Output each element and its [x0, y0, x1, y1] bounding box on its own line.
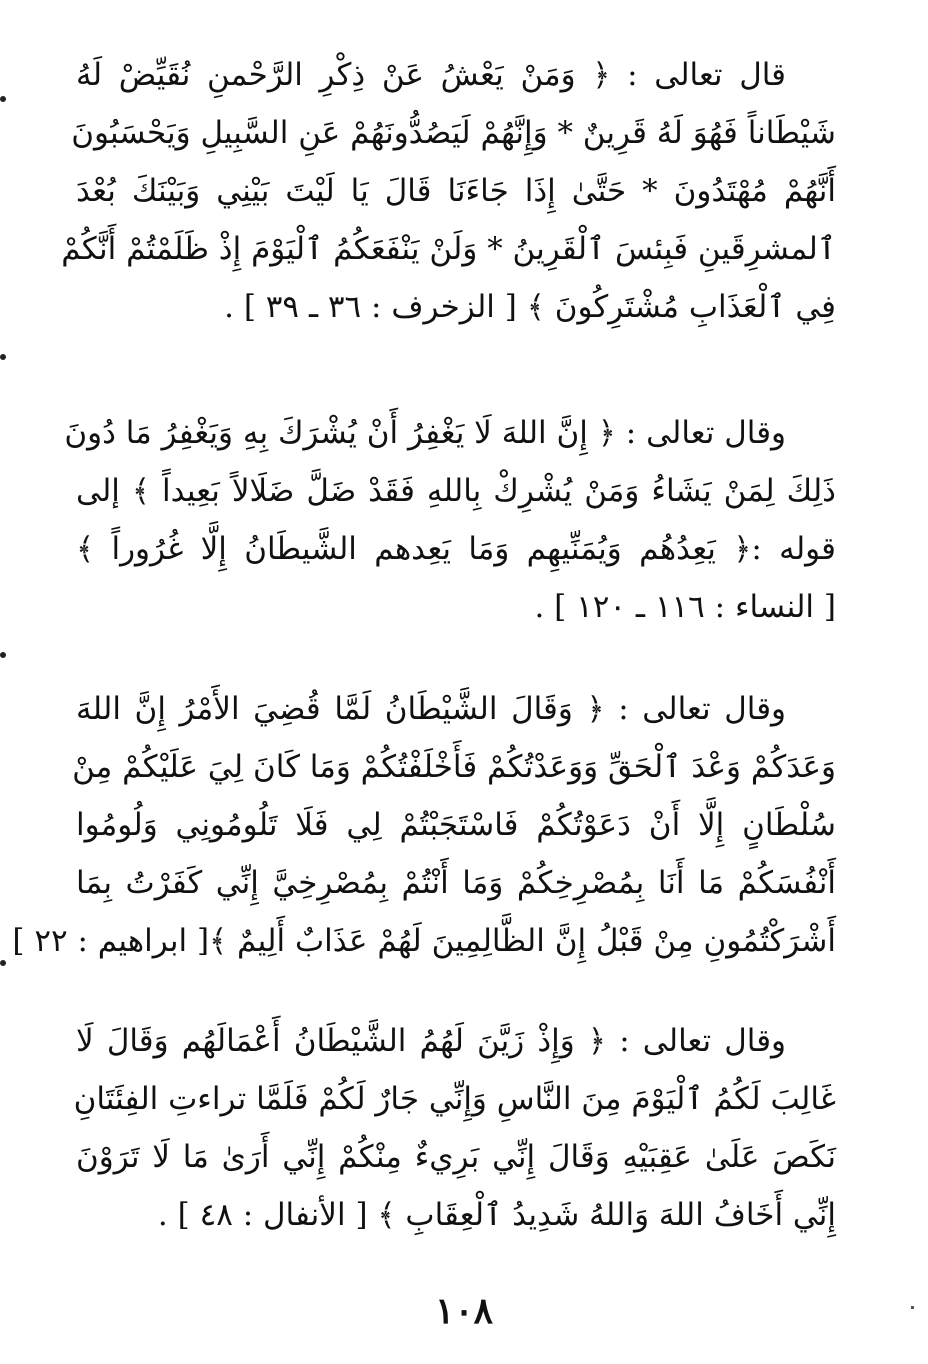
paragraph-az-zukhruf: [61, 46, 836, 336]
text-line: نَكَصَ عَلَىٰ عَقِبَيْهِ وَقَالَ إِنِّي بَرِيءٌ مِنْكُمْ إِنِّي أَرَىٰ مَا لَا تَرَوْنَ: [76, 1139, 836, 1175]
text-line: أَنَّهُمْ مُهْتَدُونَ * حَتَّىٰ إِذَا جَاءَنَا قَالَ يَا لَيْتَ بَيْنِي وَبَيْنَكَ بُعْدَ: [76, 173, 836, 209]
page-number: ١٠٨: [434, 1290, 493, 1332]
text-line: غَالِبَ لَكُمُ ٱلْيَوْمَ مِنَ النَّاسِ وَإِنِّي جَارٌ لَكُمْ فَلَمَّا تراءتِ الفِئَتَانِ: [73, 1081, 836, 1117]
text-line: وَعَدَكُمْ وَعْدَ ٱلْحَقِّ وَوَعَدْتُكُمْ فَأَخْلَفْتُكُمْ وَمَا كَانَ لِيَ عَلَيْكُمْ مِنْ: [72, 749, 836, 785]
scan-mark: [0, 354, 6, 360]
paragraph-an-nisa: [64, 404, 836, 636]
paragraph-ibrahim: [12, 680, 836, 970]
text-line: وقال تعالى : ﴿ وَقَالَ الشَّيْطَانُ لَمَّا قُضِيَ الأَمْرُ إِنَّ اللهَ: [76, 691, 786, 727]
text-line: أَنْفُسَكُمْ مَا أَنَا بِمُصْرِخِكُمْ وَمَا أَنْتُمْ بِمُصْرِخِيَّ إِنِّي كَفَرْتُ بِمَا: [76, 865, 836, 901]
text-line: أَشْرَكْتُمُونِ مِنْ قَبْلُ إِنَّ الظَّالِمِينَ لَهُمْ عَذَابٌ أَلِيمٌ ﴾[ ابراهيم : ٢٢ ]: [12, 923, 836, 959]
text-line: ذَلِكَ لِمَنْ يَشَاءُ وَمَنْ يُشْرِكْ بِاللهِ فَقَدْ ضَلَّ ضَلَالاً بَعِيداً ﴾ إلى: [76, 473, 836, 509]
text-line: ٱلمشرِقَينِ فَبِئسَ ٱلْقَرِينُ * وَلَنْ يَنْفَعَكُمُ ٱلْيَوْمَ إِذْ ظَلَمْتُمْ أَنَّكُمْ: [61, 231, 836, 267]
text-line: شَيْطَاناً فَهُوَ لَهُ قَرِينٌ * وَإِنَّهُمْ لَيَصُدُّونَهُمْ عَنِ السَّبِيلِ وَيَحْسَبُونَ: [71, 115, 836, 151]
text-line: إِنِّي أَخَافُ اللهَ وَاللهُ شَدِيدُ ٱلْعِقَابِ ﴾ [ الأنفال : ٤٨ ] .: [157, 1197, 836, 1233]
text-line: وقال تعالى : ﴿ إِنَّ اللهَ لَا يَغْفِرُ أَنْ يُشْرَكَ بِهِ وَيَغْفِرُ مَا دُونَ: [64, 415, 786, 451]
text-line: قوله :﴿ يَعِدُهُم وَيُمَنِّيهِم وَمَا يَعِدهم الشَّيطَانُ إِلَّا غُرُوراً ﴾: [76, 531, 836, 567]
scan-speck: [911, 1306, 914, 1309]
scan-mark: [0, 960, 6, 966]
scan-mark: [0, 652, 6, 658]
text-line: وقال تعالى : ﴿ وَإِذْ زَيَّنَ لَهُمُ الشَّيْطَانُ أَعْمَالَهُم وَقَالَ لَا: [76, 1023, 786, 1059]
scan-mark: [0, 96, 6, 102]
text-line: قال تعالى : ﴿ وَمَنْ يَعْشُ عَنْ ذِكْرِ الرَّحْمنِ نُقَيِّضْ لَهُ: [76, 57, 786, 93]
text-line: [ النساء : ١١٦ ـ ١٢٠ ] .: [534, 589, 836, 625]
paragraph-al-anfal: [73, 1012, 836, 1244]
text-line: فِي ٱلْعَذَابِ مُشْتَرِكُونَ ﴾ [ الزخرف : ٣٦ ـ ٣٩ ] .: [224, 289, 836, 325]
text-line: سُلْطَانٍ إِلَّا أَنْ دَعَوْتُكُمْ فَاسْتَجَبْتُمْ لِي فَلَا تَلُومُونِي وَلُومُوا: [76, 807, 836, 843]
